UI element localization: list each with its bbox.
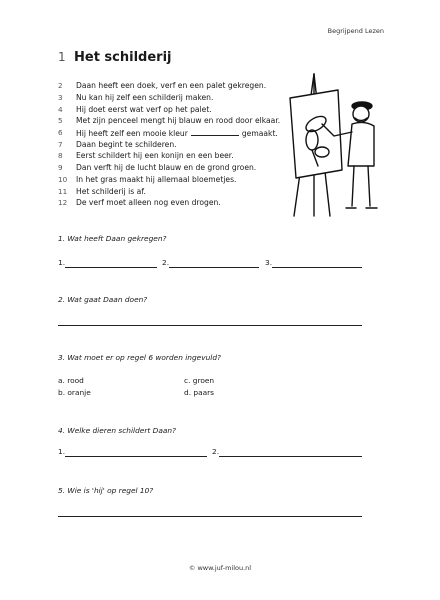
title-line-number: 1 — [58, 50, 66, 64]
story-line — [58, 80, 298, 92]
line-text: De verf moet alleen nog even drogen. — [76, 198, 221, 208]
story-lines — [58, 80, 298, 209]
painter-illustration — [282, 66, 382, 221]
answer-label: 2. — [162, 258, 170, 267]
story-line — [58, 150, 298, 162]
canvas-icon — [290, 90, 342, 178]
answer-line-1[interactable] — [65, 456, 207, 457]
answer-line-2[interactable] — [219, 456, 362, 457]
question-1: 1. Wat heeft Daan gekregen? — [58, 234, 167, 243]
line-number: 4 — [58, 104, 63, 114]
line-number: 8 — [58, 151, 63, 161]
answer-line[interactable] — [58, 516, 362, 517]
line-text: Daan heeft een doek, verf en een palet gekregen. — [76, 81, 267, 91]
story-line — [58, 185, 298, 197]
story-line — [58, 174, 298, 186]
option-b[interactable]: b. oranje — [58, 388, 91, 397]
line-text: In het gras maakt hij allemaal bloemetjes. — [76, 174, 237, 184]
line-number: 6 — [58, 128, 63, 138]
story-title: Het schilderij — [74, 50, 172, 65]
fill-in-blank[interactable] — [191, 128, 239, 136]
header-label: Begrijpend Lezen — [327, 27, 384, 35]
line-number: 9 — [58, 163, 63, 173]
answer-label: 1. — [58, 258, 66, 267]
line-text: Het schilderij is af. — [76, 186, 146, 196]
option-c[interactable]: c. groen — [184, 376, 215, 385]
story-line — [58, 103, 298, 115]
line-number: 11 — [58, 186, 68, 196]
story-line — [58, 92, 298, 104]
line-text: Dan verft hij de lucht blauw en de grond groen. — [76, 163, 257, 173]
answer-line-3[interactable] — [272, 267, 362, 268]
question-5: 5. Wie is 'hij' op regel 10? — [58, 486, 154, 495]
line-number: 10 — [58, 174, 68, 184]
option-d[interactable]: d. paars — [184, 388, 215, 397]
painter-leg — [368, 166, 370, 206]
question-3: 3. Wat moet er op regel 6 worden ingevuld? — [58, 353, 221, 362]
footer-copyright: © www.juf-milou.nl — [188, 564, 252, 572]
painter-body — [348, 122, 374, 166]
painter-leg — [352, 166, 354, 206]
story-line — [58, 197, 298, 209]
line-number: 7 — [58, 139, 63, 149]
line-text-after-blank: gemaakt. — [241, 128, 278, 138]
painter-head — [353, 106, 369, 122]
line-text: Eerst schildert hij een konijn en een beer. — [76, 151, 234, 161]
line-number: 12 — [58, 198, 68, 208]
answer-label: 3. — [265, 258, 273, 267]
line-text: Hij doet eerst wat verf op het palet. — [76, 104, 212, 114]
line-number: 5 — [58, 116, 63, 126]
answer-label: 1. — [58, 447, 66, 456]
answer-line[interactable] — [58, 325, 362, 326]
line-number: 3 — [58, 93, 63, 103]
story-line — [58, 138, 298, 150]
answer-label: 2. — [212, 447, 220, 456]
answer-line-2[interactable] — [169, 267, 259, 268]
story-line — [58, 115, 298, 127]
line-text-before-blank: Hij heeft zelf een mooie kleur — [76, 128, 188, 138]
question-2: 2. Wat gaat Daan doen? — [58, 295, 148, 304]
story-line — [58, 127, 298, 139]
story-title-row — [58, 50, 172, 65]
answer-line-1[interactable] — [65, 267, 157, 268]
story-line — [58, 162, 298, 174]
line-text: Nu kan hij zelf een schilderij maken. — [76, 93, 214, 103]
line-number: 2 — [58, 81, 63, 91]
question-4: 4. Welke dieren schildert Daan? — [58, 426, 176, 435]
line-text: Met zijn penceel mengt hij blauw en rood door elkaar. — [76, 116, 281, 126]
line-text: Daan begint te schilderen. — [76, 139, 177, 149]
option-a[interactable]: a. rood — [58, 376, 84, 385]
